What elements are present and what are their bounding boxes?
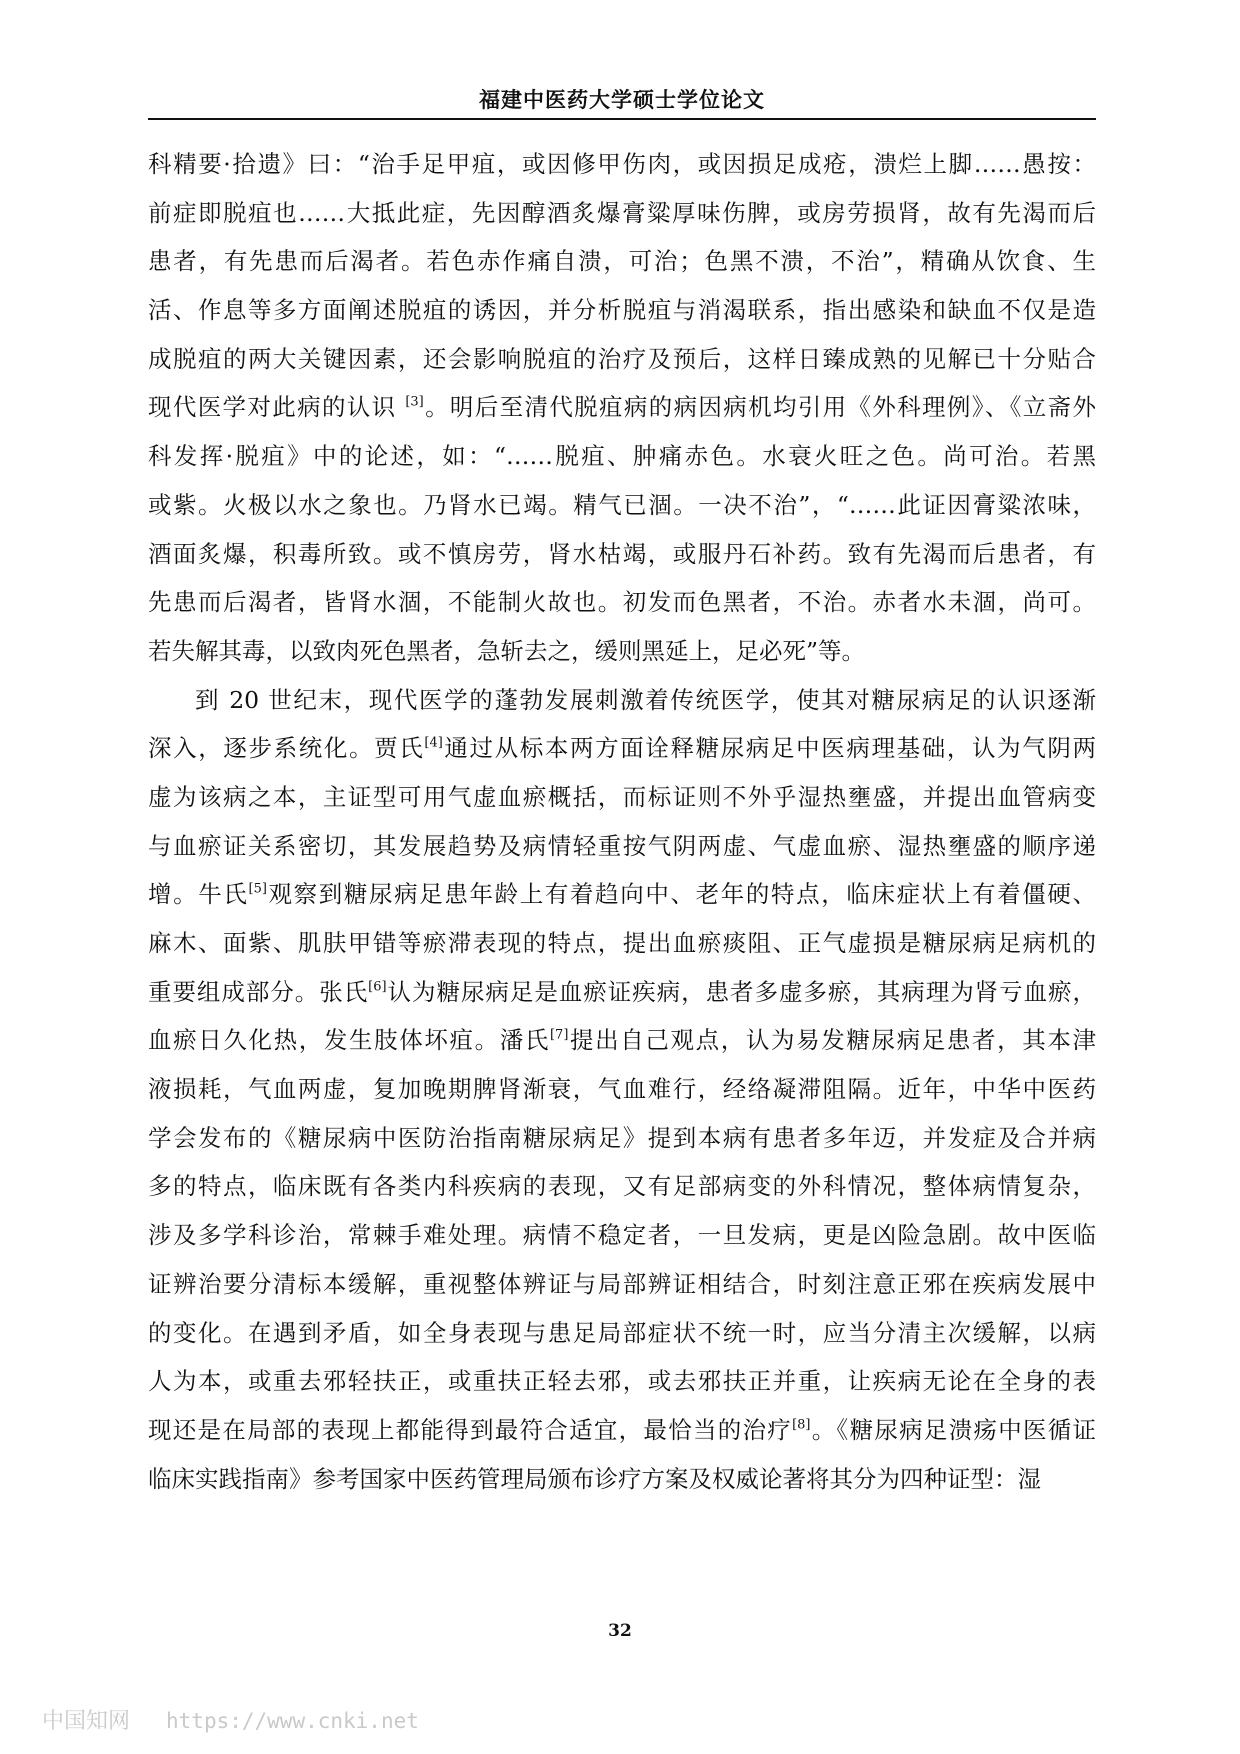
citation-ref: [7]: [549, 1027, 569, 1043]
text-segment: 酒面炙爆，积毒所致。或不慎房劳，肾水枯竭，或服丹石补药。致有先渴而后患者，有: [148, 539, 1096, 568]
text-segment: 与血瘀证关系密切，其发展趋势及病情轻重按气阴两虚、气虚血瘀、湿热壅盛的顺序递: [148, 831, 1096, 860]
text-segment: 先患而后渴者，皆肾水涸，不能制火故也。初发而色黑者，不治。赤者水未涸，尚可。: [148, 588, 1096, 617]
body-text: [148, 140, 1096, 1503]
text-segment: 提出自己观点，认为易发糖尿病足患者，其本津: [568, 1026, 1097, 1055]
text-line: [148, 676, 1096, 725]
text-segment: 临床实践指南》参考国家中医药管理局颁布诊疗方案及权威论著将其分为四种证型：湿: [148, 1464, 1041, 1493]
text-segment: 通过从标本两方面诠释糖尿病足中医病理基础，认为气阴两: [442, 734, 1097, 763]
text-line: [148, 1260, 1096, 1309]
text-segment: 重要组成部分。张氏: [148, 977, 369, 1006]
text-segment: 或紫。火极以水之象也。乃肾水已竭。精气已涸。一决不治”，“……此证因膏粱浓味，: [148, 490, 1096, 519]
cnki-watermark: [42, 1704, 419, 1735]
text-segment: 科发挥·脱疽》中的论述，如：“……脱疽、肿痛赤色。水衰火旺之色。尚可治。若黑: [148, 442, 1096, 471]
text-segment: 成脱疽的两大关键因素，还会影响脱疽的治疗及预后，这样日臻成熟的见解已十分贴合: [148, 344, 1096, 373]
text-line: [148, 1211, 1096, 1260]
text-segment: 血瘀日久化热，发生肢体坏疽。潘氏: [148, 1026, 550, 1055]
text-line: [148, 140, 1096, 189]
text-line: [148, 481, 1096, 530]
text-line: [148, 1309, 1096, 1358]
text-segment: 麻木、面紫、肌肤甲错等瘀滞表现的特点，提出血瘀痰阻、正气虚损是糖尿病足病机的: [148, 929, 1096, 957]
text-line: [148, 1406, 1096, 1455]
text-line: [148, 968, 1096, 1017]
text-segment: 若失解其毒，以致肉死色黑者，急斩去之，缓则黑延上，足必死”等。: [148, 636, 866, 665]
text-segment: 增。牛氏: [148, 880, 249, 909]
text-line: [148, 627, 1096, 676]
text-segment: 。明后至清代脱疽病的病因病机均引用《外科理例》、《立斋外: [423, 393, 1096, 422]
text-segment: 观察到糖尿病足患年龄上有着趋向中、老年的特点，临床症状上有着僵硬、: [266, 880, 1097, 909]
text-line: [148, 286, 1096, 335]
text-segment: 人为本，或重去邪轻扶正，或重扶正轻去邪，或去邪扶正并重，让疾病无论在全身的表: [148, 1367, 1096, 1396]
page-number: 32: [608, 1621, 632, 1641]
text-line: [148, 1114, 1096, 1163]
text-line: [148, 1455, 1096, 1504]
citation-ref: [8]: [792, 1417, 811, 1433]
text-segment: 证辨治要分清标本缓解，重视整体辨证与局部辨证相结合，时刻注意正邪在疾病发展中: [148, 1269, 1096, 1298]
text-segment: 科精要·拾遗》曰：“治手足甲疽，或因修甲伤肉，或因损足成疮，溃烂上脚……愚按：: [148, 150, 1096, 178]
text-line: [148, 724, 1096, 773]
text-segment: 多的特点，临床既有各类内科疾病的表现，又有足部病变的外科情况，整体病情复杂，: [148, 1172, 1096, 1201]
thesis-header: 福建中医药大学硕士学位论文: [479, 87, 765, 112]
text-line: [148, 335, 1096, 384]
watermark-url: https://www.cnki.net: [166, 1709, 419, 1733]
text-segment: 虚为该病之本，主证型可用气虚血瘀概括，而标证则不外乎湿热壅盛，并提出血管病变: [148, 782, 1096, 811]
text-segment: 液损耗，气血两虚，复加晚期脾肾渐衰，气血难行，经络凝滞阻隔。近年，中华中医药: [148, 1075, 1096, 1104]
text-segment: 。《糖尿病足溃疡中医循证: [810, 1415, 1097, 1444]
text-line: [148, 870, 1096, 919]
text-line: [148, 189, 1096, 238]
text-line: [148, 1162, 1096, 1211]
text-segment: 现代医学对此病的认识: [148, 393, 406, 422]
text-segment: 到 20 世纪末，现代医学的蓬勃发展刺激着传统医学，使其对糖尿病足的认识逐渐: [195, 685, 1096, 714]
citation-ref: [4]: [424, 735, 443, 751]
text-line: [148, 773, 1096, 822]
text-segment: 现还是在局部的表现上都能得到最符合适宜，最恰当的治疗: [148, 1415, 793, 1444]
watermark-brand: 中国知网: [42, 1709, 131, 1734]
text-line: [148, 237, 1096, 286]
text-segment: 学会发布的《糖尿病中医防治指南糖尿病足》提到本病有患者多年迈，并发症及合并病: [148, 1123, 1096, 1152]
text-segment: 认为糖尿病足是血瘀证疾病，患者多虚多瘀，其病理为肾亏血瘀，: [386, 977, 1097, 1006]
text-line: [148, 1016, 1096, 1065]
text-line: [148, 383, 1096, 432]
text-line: [148, 1065, 1096, 1114]
text-segment: 涉及多学科诊治，常棘手难处理。病情不稳定者，一旦发病，更是凶险急剧。故中医临: [148, 1221, 1096, 1250]
citation-ref: [3]: [405, 394, 424, 410]
text-line: [148, 919, 1096, 968]
text-segment: 患者，有先患而后渴者。若色赤作痛自溃，可治；色黑不溃，不治”，精确从饮食、生: [148, 247, 1096, 276]
text-line: [148, 530, 1096, 579]
text-line: [148, 578, 1096, 627]
text-segment: 深入，逐步系统化。贾氏: [148, 734, 425, 763]
text-segment: 前症即脱疽也……大抵此症，先因醇酒炙爆膏粱厚味伤脾，或房劳损肾，故有先渴而后: [148, 198, 1096, 227]
citation-ref: [5]: [248, 881, 267, 897]
text-line: [148, 432, 1096, 481]
text-line: [148, 1357, 1096, 1406]
text-line: [148, 822, 1096, 871]
text-segment: 活、作息等多方面阐述脱疽的诱因，并分析脱疽与消渴联系，指出感染和缺血不仅是造: [148, 296, 1096, 325]
header-divider: [148, 118, 1096, 120]
text-segment: 的变化。在遇到矛盾，如全身表现与患足局部症状不统一时，应当分清主次缓解，以病: [148, 1318, 1096, 1347]
citation-ref: [6]: [368, 978, 387, 994]
